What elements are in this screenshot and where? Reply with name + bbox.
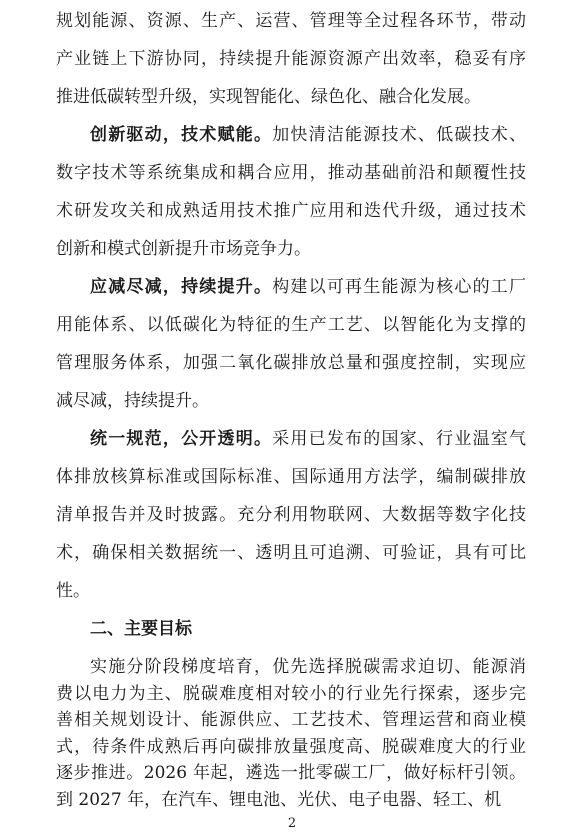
paragraph-4-line-4: 术，确保相关数据统一、透明且可追溯、可验证，具有可比 xyxy=(56,543,526,563)
paragraph-1-line-3: 推进低碳转型升级，实现智能化、绿色化、融合化发展。 xyxy=(56,87,481,107)
paragraph-4-line-5: 性。 xyxy=(56,581,90,601)
goal-paragraph-line-5: 逐步推进。2026 年起，遴选一批零碳工厂，做好标杆引领。 xyxy=(56,763,526,783)
paragraph-2-lead: 创新驱动，技术赋能。 xyxy=(90,125,273,145)
paragraph-3-line-3: 管理服务体系，加强二氧化碳排放总量和强度控制，实现应 xyxy=(56,353,526,373)
paragraph-4-line-1 xyxy=(90,424,526,454)
paragraph-2-line-4: 创新和模式创新提升市场竞争力。 xyxy=(56,239,311,259)
paragraph-2-line-2: 数字技术等系统集成和耦合应用，推动基础前沿和颠覆性技 xyxy=(56,163,526,183)
goal-paragraph-line-1: 实施分阶段梯度培育，优先选择脱碳需求迫切、能源消 xyxy=(90,657,526,677)
paragraph-4-line-3: 清单报告并及时披露。充分利用物联网、大数据等数字化技 xyxy=(56,505,526,525)
paragraph-1-line-2: 产业链上下游协同，持续提升能源资源产出效率，稳妥有序 xyxy=(56,49,526,69)
paragraph-3-line-2: 用能体系、以低碳化为特征的生产工艺、以智能化为支撑的 xyxy=(56,315,526,335)
paragraph-1-line-1: 规划能源、资源、生产、运营、管理等全过程各环节，带动 xyxy=(56,11,526,31)
paragraph-2-line-1 xyxy=(90,120,526,150)
paragraph-2-line-3: 术研发攻关和成熟适用技术推广应用和迭代升级，通过技术 xyxy=(56,201,526,221)
paragraph-3-lead: 应减尽减，持续提升。 xyxy=(90,277,273,297)
goal-paragraph-line-4: 式，待条件成熟后再向碳排放量强度高、脱碳难度大的行业 xyxy=(56,736,526,757)
paragraph-3-line-4: 减尽减，持续提升。 xyxy=(56,391,209,411)
goal-paragraph-line-2: 费以电力为主、脱碳难度相对较小的行业先行探索，逐步完 xyxy=(56,683,526,704)
page-number: 2 xyxy=(287,816,297,831)
goal-paragraph-line-6: 到 2027 年，在汽车、锂电池、光伏、电子电器、轻工、机 xyxy=(56,789,502,810)
paragraph-3-line-1 xyxy=(90,272,526,302)
paragraph-3-line-1-text: 构建以可再生能源为核心的工厂 xyxy=(272,277,526,297)
paragraph-4-line-2: 体排放核算标准或国际标准、国际通用方法学，编制碳排放 xyxy=(56,467,526,487)
section-heading: 二、主要目标 xyxy=(90,619,192,639)
paragraph-2-line-1-text: 加快清洁能源技术、低碳技术、 xyxy=(272,125,526,145)
paragraph-4-lead: 统一规范，公开透明。 xyxy=(90,429,273,449)
goal-paragraph-line-3: 善相关规划设计、能源供应、工艺技术、管理运营和商业模 xyxy=(56,710,526,730)
paragraph-4-line-1-text: 采用已发布的国家、行业温室气 xyxy=(272,429,526,449)
